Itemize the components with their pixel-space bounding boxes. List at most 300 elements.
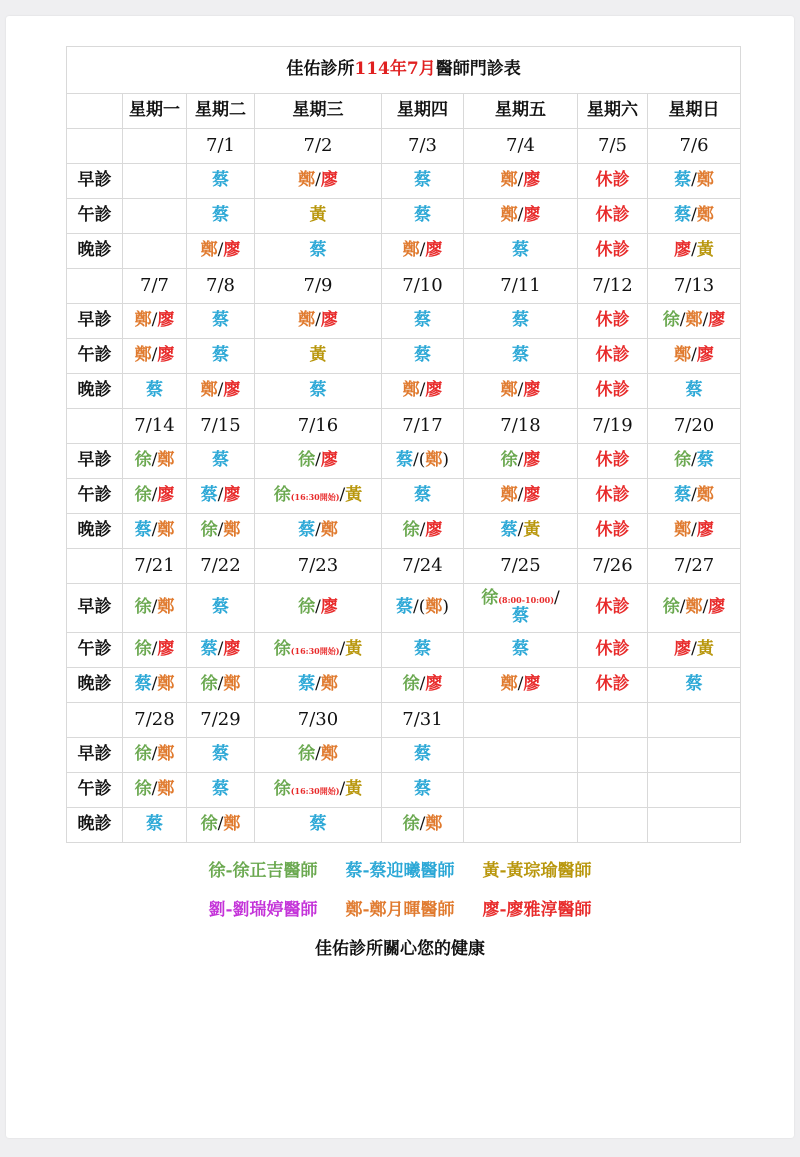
doctor-cai: 蔡 — [134, 520, 152, 541]
shift-row — [67, 738, 741, 773]
schedule-cell — [187, 738, 255, 773]
schedule-cell — [464, 738, 578, 773]
schedule-cell — [187, 514, 255, 549]
separator: / — [151, 779, 158, 800]
schedule-cell — [578, 164, 648, 199]
time-note: (16:30開始) — [290, 786, 340, 797]
date-cell: 7/24 — [382, 549, 464, 584]
doctor-cai: 蔡 — [414, 639, 431, 660]
schedule-cell — [255, 199, 382, 234]
shift-label: 午診 — [67, 479, 123, 514]
doctor-huang: 黃 — [309, 345, 327, 366]
date-row — [67, 549, 741, 584]
legend-item-cai: 蔡-蔡迎曦醫師 — [345, 861, 455, 881]
doctor-zheng: 鄭 — [223, 674, 241, 695]
separator: / — [517, 674, 524, 695]
weekday-header: 星期四 — [382, 94, 464, 129]
separator: / — [151, 345, 158, 366]
date-row — [67, 409, 741, 444]
doctor-zheng: 鄭 — [320, 744, 338, 765]
shift-row — [67, 479, 741, 514]
schedule-cell — [464, 234, 578, 269]
schedule-cell — [648, 808, 741, 843]
date-cell: 7/6 — [648, 129, 741, 164]
schedule-cell — [578, 199, 648, 234]
doctor-cai: 蔡 — [512, 240, 529, 261]
schedule-cell — [464, 808, 578, 843]
doctor-cai: 蔡 — [512, 310, 529, 331]
doctor-liao: 廖 — [523, 674, 541, 695]
legend-item-xu: 徐-徐正吉醫師 — [208, 861, 318, 881]
schedule-cell — [123, 444, 187, 479]
paren: ( — [418, 450, 426, 471]
legend-item-huang: 黃-黃琮瑜醫師 — [482, 861, 592, 881]
doctor-huang: 黃 — [345, 485, 363, 506]
doctor-liao: 廖 — [425, 674, 443, 695]
doctor-xu: 徐 — [273, 779, 291, 800]
doctor-cai: 蔡 — [512, 345, 529, 366]
schedule-cell — [648, 773, 741, 808]
shift-row — [67, 633, 741, 668]
separator: / — [691, 170, 697, 191]
schedule-cell — [578, 444, 648, 479]
schedule-cell — [382, 514, 464, 549]
doctor-cai: 蔡 — [414, 485, 431, 506]
schedule-cell — [123, 773, 187, 808]
schedule-cell — [123, 199, 187, 234]
doctor-liao: 廖 — [425, 380, 443, 401]
schedule-cell — [255, 304, 382, 339]
shift-label: 早診 — [67, 164, 123, 199]
separator: / — [315, 520, 321, 541]
schedule-cell — [578, 633, 648, 668]
separator: / — [554, 588, 560, 609]
doctor-liao: 廖 — [223, 639, 241, 660]
date-cell: 7/27 — [648, 549, 741, 584]
doctor-xu: 徐 — [298, 597, 316, 618]
doctor-xu: 徐 — [298, 450, 316, 471]
doctor-zheng: 鄭 — [500, 205, 518, 226]
doctor-zheng: 鄭 — [425, 450, 443, 471]
shift-row — [67, 374, 741, 409]
schedule-cell — [382, 808, 464, 843]
schedule-cell — [578, 668, 648, 703]
schedule-cell — [648, 304, 741, 339]
doctor-zheng: 鄭 — [157, 450, 175, 471]
separator: / — [339, 485, 346, 506]
date-row-label — [67, 549, 123, 584]
doctor-zheng: 鄭 — [500, 674, 518, 695]
doctor-zheng: 鄭 — [200, 240, 218, 261]
schedule-cell — [123, 164, 187, 199]
schedule-cell — [578, 514, 648, 549]
date-row-label — [67, 409, 123, 444]
date-row-label — [67, 703, 123, 738]
doctor-cai: 蔡 — [414, 779, 431, 800]
schedule-cell — [255, 773, 382, 808]
closed-label: 休診 — [595, 380, 630, 401]
doctor-cai: 蔡 — [212, 310, 229, 331]
weekday-header: 星期三 — [255, 94, 382, 129]
doctor-liao: 廖 — [320, 597, 338, 618]
separator: / — [691, 520, 697, 541]
shift-label: 晚診 — [67, 668, 123, 703]
schedule-cell — [382, 773, 464, 808]
shift-label: 午診 — [67, 199, 123, 234]
doctor-cai: 蔡 — [414, 345, 431, 366]
doctor-huang: 黃 — [309, 205, 327, 226]
doctor-liao: 廖 — [157, 345, 175, 366]
doctor-liao: 廖 — [223, 485, 241, 506]
schedule-cell — [255, 479, 382, 514]
separator: / — [339, 779, 346, 800]
schedule-cell — [464, 584, 578, 633]
date-cell: 7/4 — [464, 129, 578, 164]
weekday-header-row — [67, 94, 741, 129]
doctor-cai: 蔡 — [512, 606, 529, 626]
date-cell: 7/9 — [255, 269, 382, 304]
separator: / — [217, 380, 224, 401]
doctor-zheng: 鄭 — [223, 814, 241, 835]
doctor-zheng: 鄭 — [134, 345, 152, 366]
separator: / — [151, 744, 158, 765]
doctor-zheng: 鄭 — [298, 310, 316, 331]
schedule-page — [6, 16, 794, 1138]
closed-label: 休診 — [595, 674, 630, 695]
separator: / — [151, 520, 158, 541]
doctor-zheng: 鄭 — [223, 520, 241, 541]
shift-row — [67, 668, 741, 703]
schedule-cell — [187, 668, 255, 703]
doctor-zheng: 鄭 — [200, 380, 218, 401]
schedule-cell — [382, 738, 464, 773]
doctor-cai: 蔡 — [212, 345, 229, 366]
separator: / — [419, 674, 426, 695]
date-cell: 7/22 — [187, 549, 255, 584]
schedule-cell — [648, 633, 741, 668]
date-row — [67, 129, 741, 164]
doctor-cai: 蔡 — [414, 205, 431, 226]
doctor-liao: 廖 — [696, 345, 714, 366]
legend-row-2 — [6, 895, 794, 920]
doctor-cai: 蔡 — [212, 597, 229, 618]
doctor-cai: 蔡 — [309, 380, 327, 401]
schedule-cell — [123, 479, 187, 514]
closed-label: 休診 — [595, 520, 630, 541]
date-cell: 7/19 — [578, 409, 648, 444]
doctor-zheng: 鄭 — [685, 597, 703, 618]
schedule-cell — [382, 234, 464, 269]
schedule-cell — [464, 374, 578, 409]
weekday-header: 星期日 — [648, 94, 741, 129]
doctor-liao: 廖 — [425, 520, 443, 541]
date-cell: 7/23 — [255, 549, 382, 584]
schedule-cell — [578, 808, 648, 843]
doctor-xu: 徐 — [402, 674, 420, 695]
doctor-cai: 蔡 — [395, 597, 413, 618]
separator: / — [217, 814, 224, 835]
shift-row — [67, 584, 741, 633]
shift-row — [67, 514, 741, 549]
doctor-xu: 徐 — [273, 485, 291, 506]
corner-cell — [67, 94, 123, 129]
shift-label: 午診 — [67, 773, 123, 808]
doctor-liao: 廖 — [425, 240, 443, 261]
separator: / — [315, 310, 321, 331]
separator: / — [217, 639, 224, 660]
separator: / — [691, 345, 697, 366]
doctor-zheng: 鄭 — [500, 485, 518, 506]
doctor-liao: 廖 — [223, 240, 241, 261]
schedule-cell — [187, 374, 255, 409]
doctor-zheng: 鄭 — [696, 205, 714, 226]
doctor-xu: 徐 — [134, 597, 152, 618]
date-cell: 7/3 — [382, 129, 464, 164]
doctor-cai: 蔡 — [414, 170, 431, 191]
separator: / — [151, 450, 158, 471]
date-cell — [123, 129, 187, 164]
separator: / — [517, 450, 524, 471]
doctor-xu: 徐 — [662, 597, 680, 618]
paren: ) — [442, 450, 449, 471]
shift-label: 早診 — [67, 444, 123, 479]
date-cell — [464, 703, 578, 738]
schedule-cell — [187, 164, 255, 199]
date-cell: 7/8 — [187, 269, 255, 304]
shift-label: 晚診 — [67, 234, 123, 269]
doctor-cai: 蔡 — [512, 639, 529, 660]
weekday-header: 星期五 — [464, 94, 578, 129]
schedule-cell — [648, 738, 741, 773]
separator: / — [679, 597, 686, 618]
schedule-cell — [123, 808, 187, 843]
doctor-cai: 蔡 — [414, 744, 431, 765]
doctor-xu: 徐 — [200, 814, 218, 835]
shift-row — [67, 199, 741, 234]
schedule-cell — [382, 339, 464, 374]
date-cell: 7/15 — [187, 409, 255, 444]
separator: / — [419, 814, 426, 835]
separator: / — [691, 485, 697, 506]
footer-message: 佳佑診所關心您的健康 — [315, 939, 485, 959]
schedule-cell — [464, 304, 578, 339]
date-cell: 7/10 — [382, 269, 464, 304]
separator: / — [315, 597, 321, 618]
doctor-cai: 蔡 — [500, 520, 518, 541]
separator: / — [517, 520, 524, 541]
separator: / — [419, 380, 426, 401]
date-cell: 7/29 — [187, 703, 255, 738]
doctor-cai: 蔡 — [212, 450, 229, 471]
schedule-cell — [187, 234, 255, 269]
separator: / — [412, 597, 419, 618]
doctor-liao: 廖 — [157, 485, 175, 506]
schedule-cell — [464, 199, 578, 234]
date-cell: 7/2 — [255, 129, 382, 164]
schedule-cell — [464, 339, 578, 374]
paren: ( — [418, 597, 426, 618]
doctor-cai: 蔡 — [298, 520, 316, 541]
closed-label: 休診 — [595, 639, 630, 660]
date-cell: 7/5 — [578, 129, 648, 164]
schedule-cell — [255, 808, 382, 843]
separator: / — [151, 597, 158, 618]
doctor-cai: 蔡 — [212, 170, 229, 191]
schedule-cell — [382, 444, 464, 479]
schedule-cell — [578, 738, 648, 773]
schedule-cell — [578, 234, 648, 269]
time-note: (16:30開始) — [290, 646, 340, 657]
doctor-liao: 廖 — [523, 205, 541, 226]
schedule-cell — [187, 773, 255, 808]
doctor-zheng: 鄭 — [157, 597, 175, 618]
doctor-xu: 徐 — [662, 310, 680, 331]
doctor-liao: 廖 — [223, 380, 241, 401]
schedule-cell — [648, 514, 741, 549]
closed-label: 休診 — [595, 485, 630, 506]
title-month: 114年7月 — [354, 59, 436, 80]
separator: / — [691, 240, 697, 261]
doctor-cai: 蔡 — [134, 674, 152, 695]
schedule-cell — [648, 479, 741, 514]
schedule-cell — [382, 164, 464, 199]
schedule-cell — [464, 164, 578, 199]
schedule-cell — [187, 339, 255, 374]
shift-row — [67, 339, 741, 374]
schedule-cell — [382, 633, 464, 668]
doctor-huang: 黃 — [696, 240, 714, 261]
shift-label: 早診 — [67, 738, 123, 773]
doctor-xu: 徐 — [134, 639, 152, 660]
doctor-xu: 徐 — [402, 814, 420, 835]
date-cell: 7/14 — [123, 409, 187, 444]
doctor-zheng: 鄭 — [320, 520, 338, 541]
schedule-cell — [648, 668, 741, 703]
separator: / — [702, 310, 709, 331]
doctor-cai: 蔡 — [200, 639, 218, 660]
schedule-cell — [648, 199, 741, 234]
doctor-cai: 蔡 — [212, 205, 229, 226]
doctor-zheng: 鄭 — [157, 674, 175, 695]
doctor-huang: 黃 — [345, 779, 363, 800]
doctor-xu: 徐 — [134, 450, 152, 471]
doctor-liao: 廖 — [320, 450, 338, 471]
schedule-cell — [255, 374, 382, 409]
closed-label: 休診 — [595, 345, 630, 366]
schedule-cell — [382, 479, 464, 514]
weekday-header: 星期六 — [578, 94, 648, 129]
schedule-cell — [382, 668, 464, 703]
schedule-cell — [578, 773, 648, 808]
separator: / — [151, 485, 158, 506]
date-cell: 7/11 — [464, 269, 578, 304]
doctor-xu: 徐 — [481, 588, 499, 609]
date-cell: 7/7 — [123, 269, 187, 304]
date-cell: 7/13 — [648, 269, 741, 304]
schedule-cell — [123, 738, 187, 773]
schedule-cell — [578, 339, 648, 374]
shift-row — [67, 773, 741, 808]
schedule-cell — [578, 304, 648, 339]
legend-item-liao: 廖-廖雅淳醫師 — [482, 900, 592, 920]
shift-label: 早診 — [67, 304, 123, 339]
schedule-cell — [123, 234, 187, 269]
legend-row-1 — [6, 856, 794, 881]
doctor-liao: 廖 — [696, 520, 714, 541]
separator: / — [691, 639, 697, 660]
date-cell: 7/12 — [578, 269, 648, 304]
separator: / — [517, 205, 524, 226]
schedule-cell — [123, 668, 187, 703]
doctor-zheng: 鄭 — [500, 170, 518, 191]
date-row-label — [67, 269, 123, 304]
shift-label: 晚診 — [67, 808, 123, 843]
date-cell — [578, 703, 648, 738]
time-note: (16:30開始) — [290, 492, 340, 503]
shift-row — [67, 234, 741, 269]
schedule-cell — [187, 199, 255, 234]
schedule-cell — [382, 199, 464, 234]
separator: / — [517, 170, 524, 191]
date-row — [67, 703, 741, 738]
doctor-liao: 廖 — [674, 639, 692, 660]
doctor-zheng: 鄭 — [696, 485, 714, 506]
separator: / — [691, 205, 697, 226]
separator: / — [315, 450, 321, 471]
schedule-cell — [578, 374, 648, 409]
date-cell: 7/26 — [578, 549, 648, 584]
separator: / — [702, 597, 709, 618]
doctor-xu: 徐 — [402, 520, 420, 541]
schedule-cell — [123, 584, 187, 633]
separator: / — [315, 170, 321, 191]
doctor-liao: 廖 — [708, 597, 726, 618]
doctor-liao: 廖 — [523, 170, 541, 191]
schedule-cell — [648, 584, 741, 633]
separator: / — [315, 674, 321, 695]
separator: / — [517, 485, 524, 506]
schedule-cell — [648, 164, 741, 199]
date-cell: 7/31 — [382, 703, 464, 738]
schedule-cell — [255, 339, 382, 374]
doctor-cai: 蔡 — [685, 674, 703, 695]
doctor-xu: 徐 — [134, 485, 152, 506]
schedule-cell — [187, 479, 255, 514]
doctor-zheng: 鄭 — [425, 597, 443, 618]
doctor-xu: 徐 — [674, 450, 692, 471]
schedule-cell — [648, 234, 741, 269]
shift-row — [67, 808, 741, 843]
date-cell: 7/28 — [123, 703, 187, 738]
weekday-header: 星期二 — [187, 94, 255, 129]
doctor-liao: 廖 — [523, 380, 541, 401]
doctor-liao: 廖 — [523, 485, 541, 506]
schedule-cell — [255, 584, 382, 633]
separator: / — [217, 674, 224, 695]
doctor-cai: 蔡 — [414, 310, 431, 331]
shift-row — [67, 304, 741, 339]
separator: / — [217, 520, 224, 541]
schedule-cell — [464, 514, 578, 549]
schedule-cell — [187, 633, 255, 668]
doctor-cai: 蔡 — [212, 779, 229, 800]
doctor-cai: 蔡 — [146, 814, 163, 835]
date-cell: 7/20 — [648, 409, 741, 444]
doctor-cai: 蔡 — [674, 205, 692, 226]
date-cell: 7/1 — [187, 129, 255, 164]
schedule-cell — [187, 304, 255, 339]
doctor-huang: 黃 — [345, 639, 363, 660]
